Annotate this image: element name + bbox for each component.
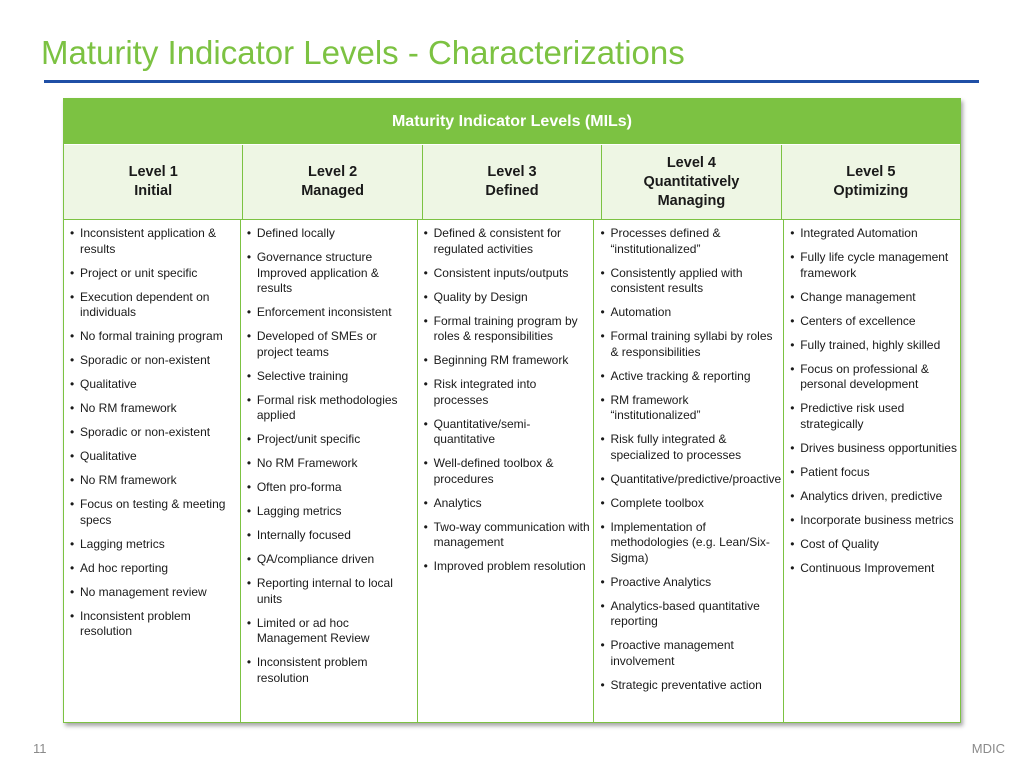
list-item: • Predictive risk used strategically bbox=[786, 401, 958, 432]
bullet-list bbox=[243, 226, 415, 686]
level-header-line: Level 4 bbox=[666, 154, 716, 171]
mil-table bbox=[63, 98, 961, 723]
list-item: • Processes defined & “institutionalized” bbox=[596, 226, 781, 257]
list-item: • Active tracking & reporting bbox=[596, 369, 781, 385]
level-2-column bbox=[241, 220, 418, 722]
level-header-line: Managed bbox=[301, 183, 365, 199]
list-item: • Project/unit specific bbox=[243, 432, 415, 448]
level-header-line: Initial bbox=[134, 183, 173, 199]
bullet-list bbox=[420, 226, 592, 575]
list-item: • Proactive management involvement bbox=[596, 638, 781, 669]
list-item: • Governance structure Improved application & results bbox=[243, 250, 415, 297]
list-item: • Sporadic or non-existent bbox=[66, 353, 238, 369]
list-item: • No formal training program bbox=[66, 329, 238, 345]
list-item: • Selective training bbox=[243, 369, 415, 385]
list-item: • Sporadic or non-existent bbox=[66, 425, 238, 441]
list-item: • Qualitative bbox=[66, 449, 238, 465]
list-item: • RM framework “institutionalized” bbox=[596, 393, 781, 424]
page-number: 11 bbox=[33, 741, 47, 756]
list-item: • Beginning RM framework bbox=[420, 353, 592, 369]
level-5-header bbox=[782, 145, 960, 219]
level-header-line: Level 2 bbox=[308, 164, 358, 180]
level-header-line: Optimizing bbox=[833, 183, 909, 199]
footer-brand: MDIC bbox=[971, 741, 1005, 756]
list-item: • Developed of SMEs or project teams bbox=[243, 329, 415, 360]
list-item: • Integrated Automation bbox=[786, 226, 958, 242]
list-item: • No RM Framework bbox=[243, 456, 415, 472]
list-item: • Ad hoc reporting bbox=[66, 561, 238, 577]
characteristics-row bbox=[64, 220, 960, 722]
level-1-column bbox=[64, 220, 241, 722]
list-item: • Inconsistent problem resolution bbox=[243, 655, 415, 686]
slide-title: Maturity Indicator Levels - Characterizations bbox=[41, 34, 685, 71]
bullet-list bbox=[786, 226, 958, 576]
list-item: • Lagging metrics bbox=[243, 504, 415, 520]
list-item: • Focus on professional & personal development bbox=[786, 362, 958, 393]
list-item: • Continuous Improvement bbox=[786, 561, 958, 577]
list-item: • Two-way communication with management bbox=[420, 520, 592, 551]
list-item: • Focus on testing & meeting specs bbox=[66, 497, 238, 528]
level-4-header bbox=[602, 145, 781, 219]
list-item: • Risk fully integrated & specialized to processes bbox=[596, 432, 781, 463]
level-header-line: Level 5 bbox=[846, 164, 896, 180]
list-item: • Quantitative/semi-quantitative bbox=[420, 417, 592, 448]
list-item: • Cost of Quality bbox=[786, 537, 958, 553]
level-5-column bbox=[784, 220, 960, 722]
list-item: • Often pro-forma bbox=[243, 480, 415, 496]
list-item: • Project or unit specific bbox=[66, 266, 238, 282]
list-item: • Internally focused bbox=[243, 528, 415, 544]
level-header-row bbox=[64, 145, 960, 220]
bullet-list bbox=[596, 226, 781, 693]
list-item: • Execution dependent on individuals bbox=[66, 290, 238, 321]
list-item: • Quality by Design bbox=[420, 290, 592, 306]
level-header-line: Quantitatively bbox=[643, 173, 740, 190]
list-item: • Defined & consistent for regulated activities bbox=[420, 226, 592, 257]
list-item: • No management review bbox=[66, 585, 238, 601]
list-item: • Formal training syllabi by roles & responsibilities bbox=[596, 329, 781, 360]
list-item: • Formal training program by roles & responsibilities bbox=[420, 314, 592, 345]
list-item: • Complete toolbox bbox=[596, 496, 781, 512]
list-item: • No RM framework bbox=[66, 473, 238, 489]
list-item: • Automation bbox=[596, 305, 781, 321]
list-item: • Reporting internal to local units bbox=[243, 576, 415, 607]
level-header-line: Level 1 bbox=[128, 164, 178, 180]
level-3-column bbox=[418, 220, 595, 722]
list-item: • Fully life cycle management framework bbox=[786, 250, 958, 281]
list-item: • Quantitative/predictive/proactive bbox=[596, 472, 781, 488]
list-item: • No RM framework bbox=[66, 401, 238, 417]
level-header-line: Level 3 bbox=[487, 164, 537, 180]
list-item: • Well-defined toolbox & procedures bbox=[420, 456, 592, 487]
list-item: • Implementation of methodologies (e.g. Lean/Six-Sigma) bbox=[596, 520, 781, 567]
table-header: Maturity Indicator Levels (MILs) bbox=[64, 99, 960, 145]
list-item: • Strategic preventative action bbox=[596, 678, 781, 694]
list-item: • Analytics-based quantitative reporting bbox=[596, 599, 781, 630]
level-4-column bbox=[594, 220, 784, 722]
level-2-header bbox=[243, 145, 422, 219]
list-item: • Enforcement inconsistent bbox=[243, 305, 415, 321]
title-divider bbox=[44, 80, 979, 83]
list-item: • Proactive Analytics bbox=[596, 575, 781, 591]
list-item: • Centers of excellence bbox=[786, 314, 958, 330]
list-item: • Fully trained, highly skilled bbox=[786, 338, 958, 354]
list-item: • Qualitative bbox=[66, 377, 238, 393]
list-item: • Incorporate business metrics bbox=[786, 513, 958, 529]
list-item: • QA/compliance driven bbox=[243, 552, 415, 568]
level-header-line: Managing bbox=[657, 192, 726, 209]
list-item: • Drives business opportunities bbox=[786, 441, 958, 457]
list-item: • Patient focus bbox=[786, 465, 958, 481]
level-3-header bbox=[423, 145, 602, 219]
list-item: • Risk integrated into processes bbox=[420, 377, 592, 408]
list-item: • Inconsistent application & results bbox=[66, 226, 238, 257]
list-item: • Analytics driven, predictive bbox=[786, 489, 958, 505]
list-item: • Consistent inputs/outputs bbox=[420, 266, 592, 282]
list-item: • Inconsistent problem resolution bbox=[66, 609, 238, 640]
list-item: • Consistently applied with consistent results bbox=[596, 266, 781, 297]
list-item: • Defined locally bbox=[243, 226, 415, 242]
list-item: • Formal risk methodologies applied bbox=[243, 393, 415, 424]
list-item: • Limited or ad hoc Management Review bbox=[243, 616, 415, 647]
level-header-line: Defined bbox=[485, 183, 539, 199]
list-item: • Analytics bbox=[420, 496, 592, 512]
list-item: • Change management bbox=[786, 290, 958, 306]
list-item: • Lagging metrics bbox=[66, 537, 238, 553]
list-item: • Improved problem resolution bbox=[420, 559, 592, 575]
level-1-header bbox=[64, 145, 243, 219]
bullet-list bbox=[66, 226, 238, 640]
